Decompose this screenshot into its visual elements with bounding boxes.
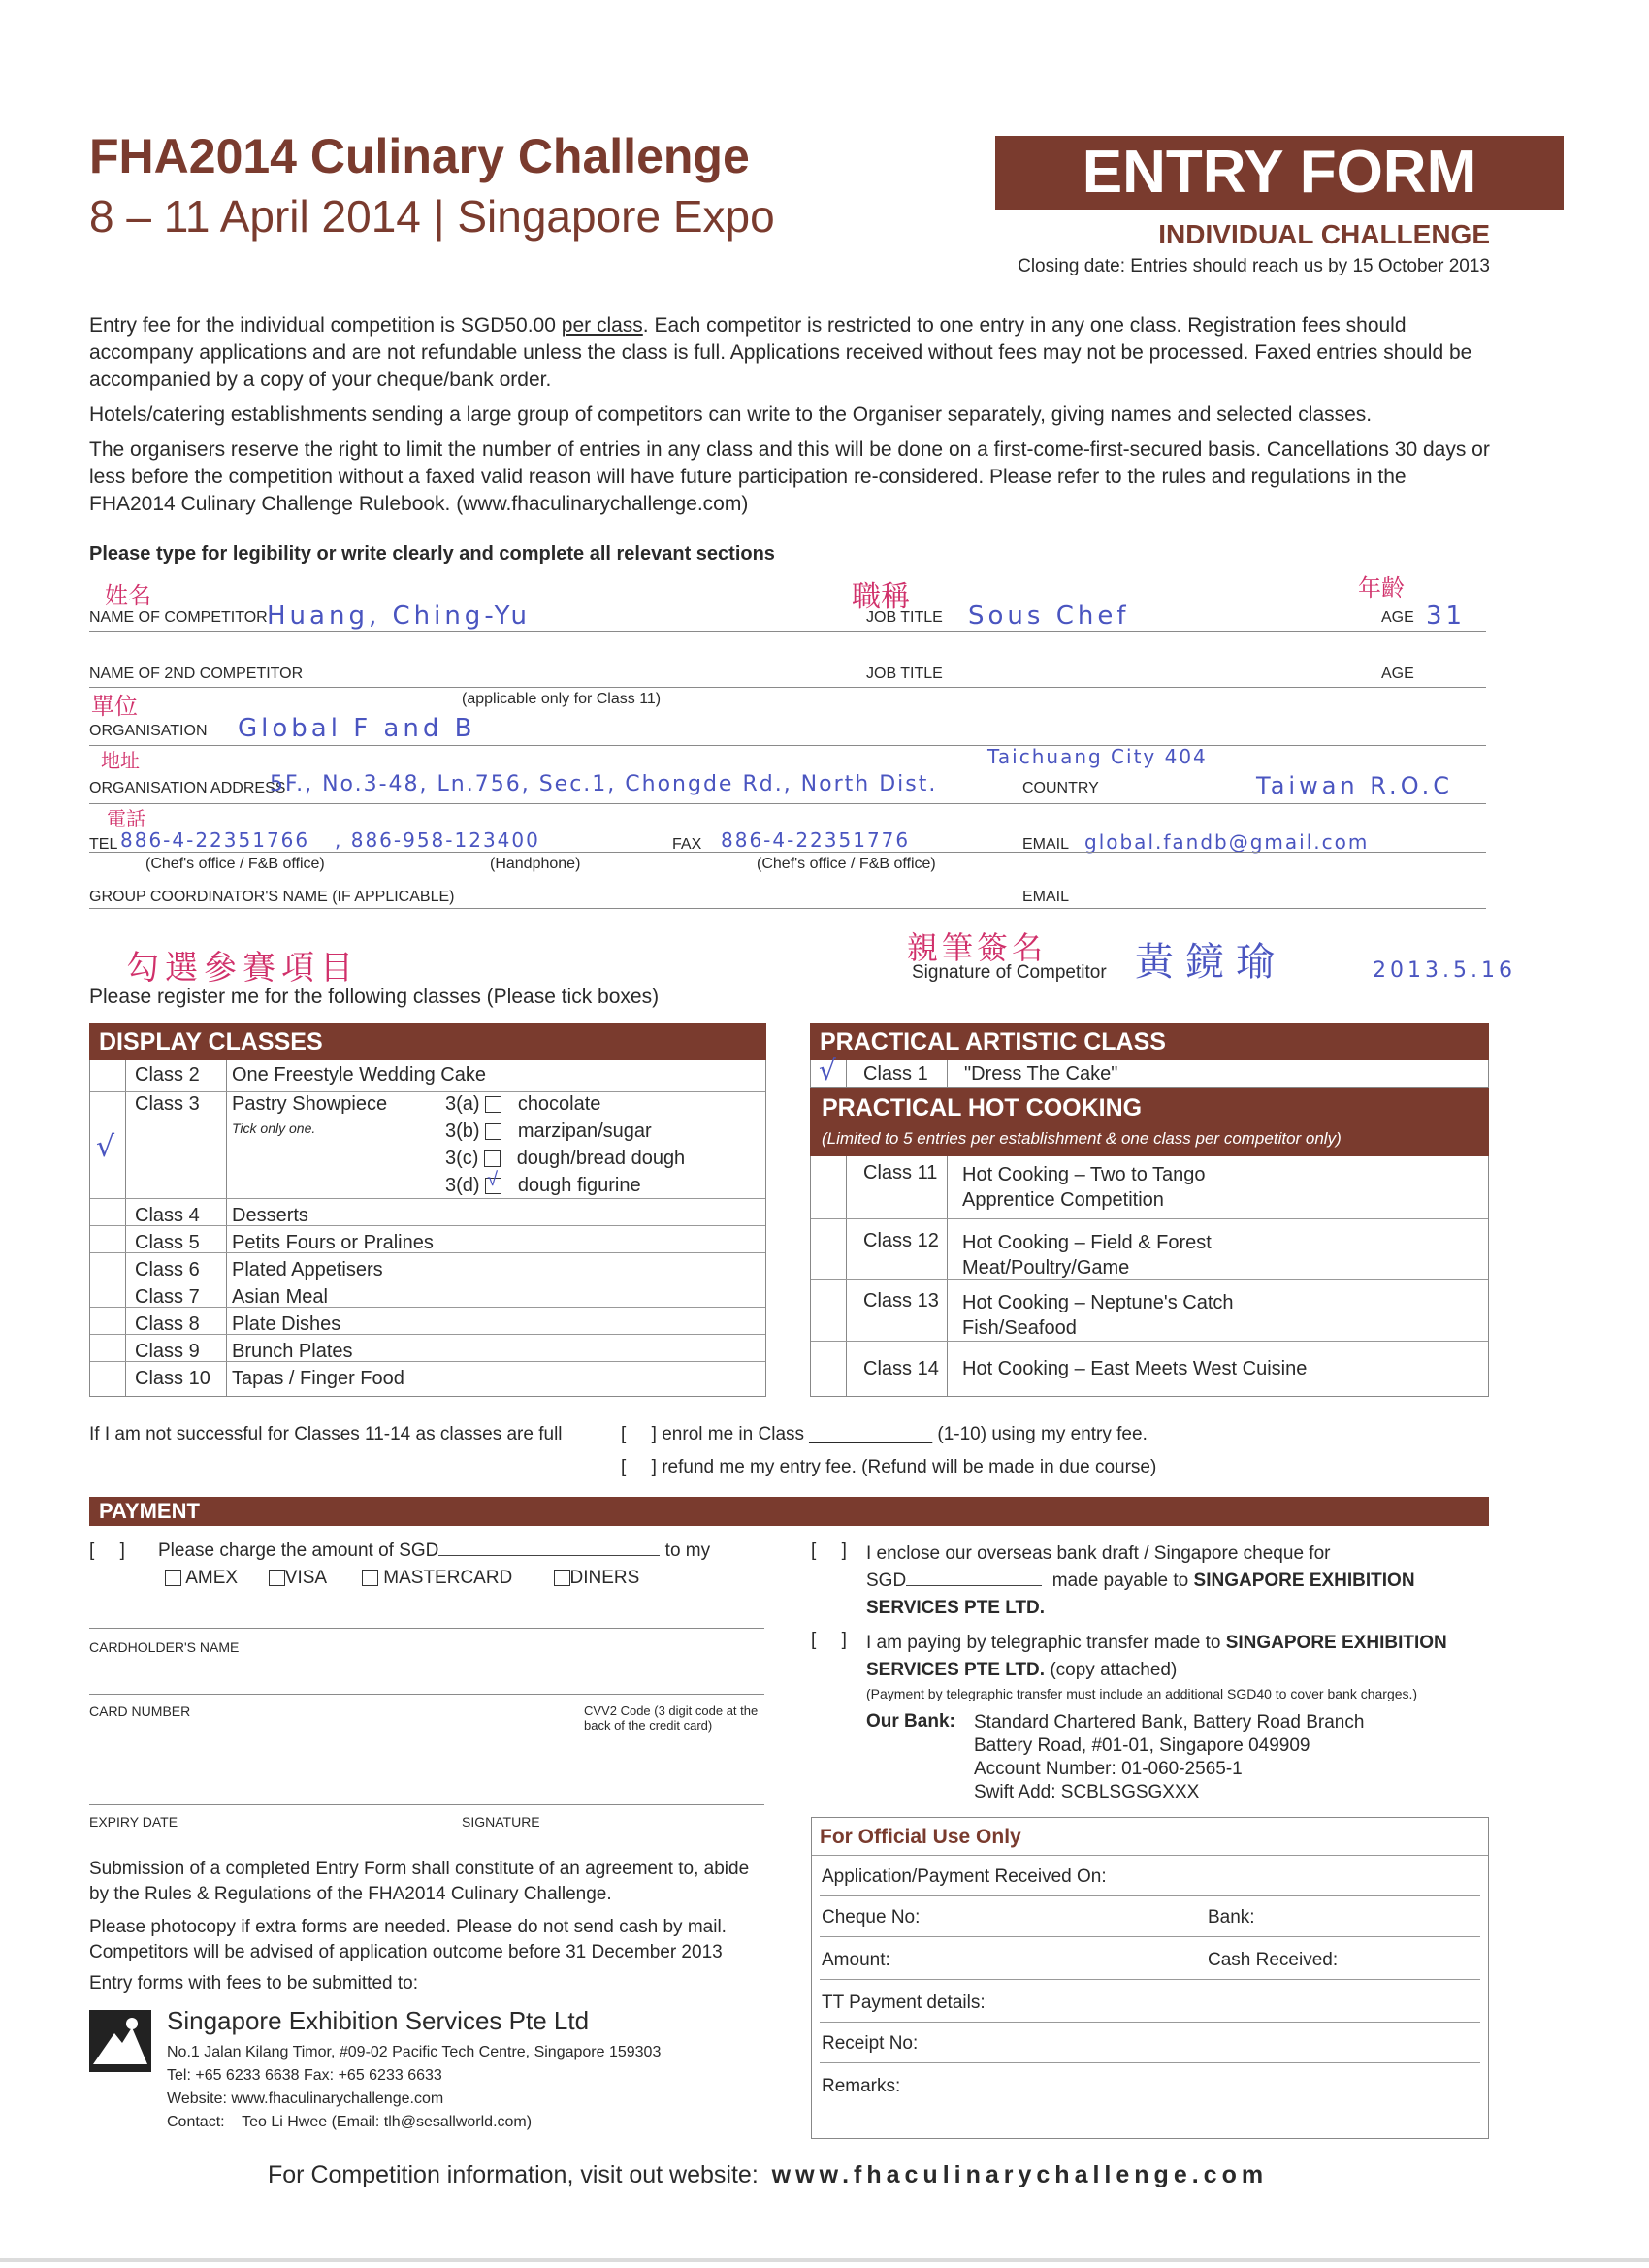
amex-checkbox[interactable] [165,1570,181,1586]
visa-checkbox[interactable] [269,1570,285,1586]
display-classes-body [89,1060,766,1397]
bank-details: Standard Chartered Bank, Battery Road Branch Battery Road, #01-01, Singapore 049909 Account Number: 01-060-2565-1 Swift Add: SCBLSGSGXXX [974,1712,1365,1802]
intro-rules-paragraph: The organisers reserve the right to limit the number of entries in any class and this will be done on a first-come-first-secured basis. Cancellations 30 days or less before the competition without a faxed valid reason will have future participation re-considered. Please refer to the rules and regulations in the FHA2014 Culinary Challenge Rulebook. (www.fhaculinarychallenge.com) [89,438,1490,515]
group-row-line [89,908,1486,909]
addr-label: ORGANISATION ADDRESS [89,780,286,796]
company-name: Singapore Exhibition Services Pte Ltd [167,2006,590,2035]
country-value[interactable]: Taiwan R.O.C [1256,772,1453,799]
card-number-line[interactable] [89,1694,764,1695]
class-1-name: "Dress The Cake" [964,1063,1118,1085]
practical-hot-header: PRACTICAL HOT COOKING (Limited to 5 entries per establishment & one class per competitor only) [810,1088,1489,1156]
tel-sublabel: (Chef's office / F&B office) [146,856,325,872]
challenge-type: INDIVIDUAL CHALLENGE [1158,219,1490,249]
tel-label: TEL [89,836,118,853]
jobtitle-annotation: 職稱 [852,580,910,614]
official-use-box [811,1817,1489,2139]
intro-fee-paragraph: Entry fee for the individual competition is SGD50.00 per class. Each competitor is restricted to one entry in any one class. Registration fees should accompany applications and are not refundable unless the class is full. Applications received without fees may not be processed. Faxed entries should be accompanied by a copy of your cheque/bank order. [89,314,1472,391]
class-11-code: Class 11 [863,1162,938,1183]
name-label: NAME OF COMPETITOR [89,609,268,626]
amex-label: AMEX [185,1568,239,1588]
page-edge [0,2258,1649,2262]
fallback-refund-option[interactable]: [ ] refund me my entry fee. (Refund will be made in due course) [621,1457,1157,1477]
ses-logo [89,2010,151,2072]
org-row-line [89,745,1486,746]
age2-label: AGE [1381,665,1414,682]
group-coordinator-label: GROUP COORDINATOR'S NAME (IF APPLICABLE) [89,889,455,905]
class-3d-checkbox[interactable] [485,1169,501,1194]
class-14-code: Class 14 [863,1358,939,1379]
register-annotation: 勾選參賽項目 [126,949,359,988]
signature-label: Signature of Competitor [912,962,1107,983]
class-13-name: Hot Cooking – Neptune's Catch Fish/Seafood [962,1292,1234,1339]
class-3d-option[interactable]: 3(d) √ dough figurine [445,1169,641,1196]
class-12-name: Hot Cooking – Field & Forest Meat/Poultry/Game [962,1232,1212,1279]
mastercard-label: MASTERCARD [383,1568,513,1588]
display-classes-header: DISPLAY CLASSES [89,1023,766,1060]
jobtitle-label: JOB TITLE [866,609,943,626]
class-3b-checkbox[interactable] [485,1123,501,1140]
jobtitle-value[interactable]: Sous Chef [968,601,1130,631]
class-3b-option[interactable]: 3(b) marzipan/sugar [445,1120,652,1142]
class-11-name: Hot Cooking – Two to Tango Apprentice Competition [962,1164,1206,1211]
class-codes-list: Class 4 Class 5 Class 6 Class 7 Class 8 Class 9 Class 10 [135,1205,210,1389]
country-label: COUNTRY [1022,780,1099,796]
class-1-row [810,1054,1489,1088]
handphone-sublabel: (Handphone) [490,856,581,872]
tt-checkbox[interactable]: [ ] [811,1630,847,1650]
tel-annotation: 電話 [107,807,146,830]
name2-row-line [89,687,1486,688]
fallback-lead: If I am not successful for Classes 11-14 as classes are full [89,1424,563,1444]
handphone-value[interactable]: , 886-958-123400 [335,828,540,852]
draft-checkbox[interactable]: [ ] [811,1540,847,1561]
official-tt: TT Payment details: [822,1993,986,2013]
class-3-name: Pastry Showpiece [232,1093,388,1115]
official-amount: Amount: [822,1950,890,1970]
diners-checkbox[interactable] [554,1570,570,1586]
official-cheque: Cheque No: [822,1907,921,1928]
org-annotation: 單位 [91,693,138,720]
email-value[interactable]: global.fandb@gmail.com [1084,830,1370,854]
cvv-label: CVV2 Code (3 digit code at the back of the credit card) [584,1703,759,1733]
expiry-label: EXPIRY DATE [89,1814,178,1830]
city-value[interactable]: Taichuang City 404 [987,745,1208,768]
ses-logo-icon [89,2010,151,2072]
applicable-note: (applicable only for Class 11) [462,691,662,707]
visa-label: VISA [284,1568,327,1588]
draft-text: I enclose our overseas bank draft / Singapore cheque for SGD made payable to SINGAPORE EXHIBITION SERVICES PTE LTD. [866,1543,1415,1618]
class-12-code: Class 12 [863,1230,939,1251]
charge-text: Please charge the amount of SGD to my [158,1540,711,1561]
official-receipt: Receipt No: [822,2033,919,2054]
age-label: AGE [1381,609,1414,626]
jobtitle2-label: JOB TITLE [866,665,943,682]
practical-artistic-header: PRACTICAL ARTISTIC CLASS [810,1023,1489,1060]
form-instruction: Please type for legibility or write clearly and complete all relevant sections [89,543,775,565]
official-remarks: Remarks: [822,2076,901,2096]
footer-text: For Competition information, visit out website: www.fhaculinarychallenge.com [268,2161,1269,2188]
tel-value[interactable]: 886-4-22351766 [120,828,310,852]
fax-sublabel: (Chef's office / F&B office) [757,856,936,872]
org-label: ORGANISATION [89,723,208,739]
diners-label: DINERS [569,1568,640,1588]
class-3d-check-mark: √ [487,1169,499,1191]
class-names-list: Desserts Petits Fours or Pralines Plated Appetisers Asian Meal Plate Dishes Brunch Plates Tapas / Finger Food [232,1205,434,1389]
cardholder-line[interactable] [89,1628,764,1629]
name-value[interactable]: Huang, Ching-Yu [267,601,531,631]
footer-website[interactable]: www.fhaculinarychallenge.com [771,2161,1269,2188]
bank-label: Our Bank: [866,1711,955,1732]
mastercard-checkbox[interactable] [362,1570,378,1586]
card-type-options [165,1568,639,1589]
fax-label: FAX [672,836,702,853]
addr-value[interactable]: 5F., No.3-48, Ln.756, Sec.1, Chongde Rd., North Dist. [270,772,938,796]
page-title: FHA2014 Culinary Challenge [89,129,750,183]
practical-classes-section [810,1023,1489,1398]
name-annotation: 姓名 [105,582,151,609]
class-3c-option[interactable]: 3(c) dough/bread dough [445,1148,686,1169]
age-annotation: 年齡 [1358,574,1405,601]
age-value[interactable]: 31 [1426,601,1467,631]
name-row-line [89,631,1486,632]
payment-signature-label: SIGNATURE [462,1814,540,1830]
name2-label: NAME OF 2ND COMPETITOR [89,665,304,682]
charge-checkbox[interactable]: [ ] [89,1540,125,1561]
payment-header: PAYMENT [89,1497,1489,1526]
intro-group-paragraph: Hotels/catering establishments sending a large group of competitors can write to the Organiser separately, giving names and selected classes. [89,404,1373,426]
addr-annotation: 地址 [101,749,140,772]
closing-date: Closing date: Entries should reach us by 15 October 2013 [1018,256,1490,276]
official-bank: Bank: [1208,1907,1255,1928]
class-3a-option[interactable]: 3(a) chocolate [445,1093,601,1115]
email2-label: EMAIL [1022,889,1070,905]
class-3-note: Tick only one. [232,1120,316,1136]
cardholder-label: CARDHOLDER'S NAME [89,1639,240,1655]
class-13-code: Class 13 [863,1290,939,1312]
class-1-tick[interactable]: √ [819,1054,840,1086]
email-label: EMAIL [1022,836,1070,853]
org-value[interactable]: Global F and B [238,714,476,743]
class-2-name: One Freestyle Wedding Cake [232,1064,486,1085]
class-2-code: Class 2 [135,1064,200,1085]
official-use-title: For Official Use Only [820,1826,1021,1848]
tel-row-line [89,852,1486,853]
company-details: No.1 Jalan Kilang Timor, #09-02 Pacific Tech Centre, Singapore 159303 Tel: +65 6233 6638 Fax: +65 6233 6633 Website: www.fhaculinarychallenge.com Contact: Teo Li Hwee (Email: tlh@sesallworld.com) [167,2044,662,2130]
display-classes-section [89,1023,766,1398]
expiry-signature-line[interactable] [89,1804,764,1805]
practical-hot-subtitle: (Limited to 5 entries per establishment & one class per competitor only) [822,1129,1342,1148]
submission-agreement: Submission of a completed Entry Form shall constitute of an agreement to, abide by the Rules & Regulations of the FHA2014 Culinary Challenge. [89,1859,750,1904]
practical-hot-body [810,1156,1489,1397]
tt-text: I am paying by telegraphic transfer made to SINGAPORE EXHIBITION SERVICES PTE LTD. (copy attached) [866,1633,1447,1680]
submission-address-lead: Entry forms with fees to be submitted to: [89,1973,418,1993]
class-1-code: Class 1 [863,1063,928,1085]
addr-row-line [89,803,1486,804]
card-number-label: CARD NUMBER [89,1703,191,1719]
class-3-code: Class 3 [135,1093,200,1115]
class-3c-checkbox[interactable] [484,1150,501,1167]
page-subtitle: 8 – 11 April 2014 | Singapore Expo [89,191,775,242]
submission-photocopy: Please photocopy if extra forms are needed. Please do not send cash by mail. Competitors will be advised of application outcome before 31 December 2013 [89,1917,727,1962]
signature-annotation: 親筆簽名 [907,929,1048,966]
fallback-enrol-option[interactable]: [ ] enrol me in Class ____________ (1-10) using my entry fee. [621,1424,1148,1444]
class-3-tick[interactable]: √ [96,1130,119,1164]
register-instruction: Please register me for the following classes (Please tick boxes) [89,986,660,1008]
entry-form-banner: ENTRY FORM [995,136,1564,210]
official-received: Application/Payment Received On: [822,1866,1107,1887]
class-14-name: Hot Cooking – East Meets West Cuisine [962,1358,1308,1379]
signature-date[interactable]: 2013.5.16 [1373,958,1516,983]
signature-value[interactable]: 黃鏡瑜 [1135,940,1286,985]
tt-note: (Payment by telegraphic transfer must include an additional SGD40 to cover bank charges.) [866,1686,1418,1701]
fax-value[interactable]: 886-4-22351776 [721,828,911,852]
class-3a-checkbox[interactable] [485,1096,501,1113]
official-cash: Cash Received: [1208,1950,1339,1970]
